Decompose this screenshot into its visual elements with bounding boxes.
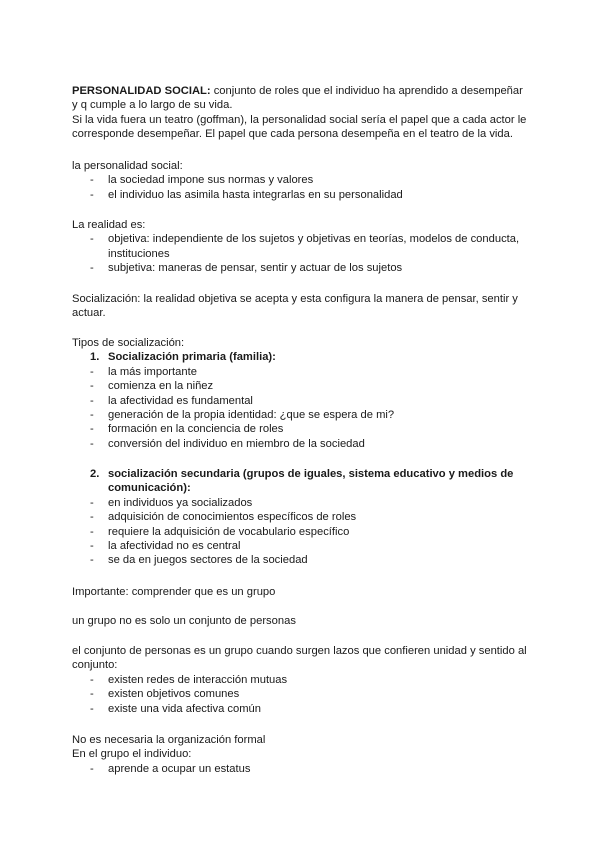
importante-line: Importante: comprender que es un grupo: [72, 586, 276, 598]
list-item: - el individuo las asimila hasta integrarlas en su personalidad: [90, 188, 403, 201]
list-item: - la sociedad impone sus normas y valores: [90, 174, 314, 187]
conjunto-line1: el conjunto de personas es un grupo cuando surgen lazos que confieren unidad y sentido al: [72, 645, 527, 657]
list-item: - se da en juegos sectores de la sociedad: [90, 554, 308, 567]
secundaria-heading: 2. socialización secundaria (grupos de iguales, sistema educativo y medios de: [90, 468, 514, 480]
personalidad-heading: la personalidad social:: [72, 160, 183, 172]
teatro-line2: corresponde desempeñar. El papel que cada persona desempeña en el teatro de la vida.: [72, 128, 513, 141]
definition-text-line2: y q cumple a lo largo de su vida.: [72, 99, 233, 112]
tipos-heading: Tipos de socialización:: [72, 337, 185, 349]
list-item: - generación de la propia identidad: ¿que se espera de mi?: [90, 409, 395, 422]
realidad-section: [72, 218, 532, 276]
grupo-section: [72, 644, 532, 716]
list-item: - existen objetivos comunes: [90, 688, 240, 701]
list-item: - la afectividad no es central: [90, 540, 241, 553]
list-item: - conversión del individuo en miembro de la sociedad: [90, 437, 365, 450]
list-item-continuation: instituciones: [108, 247, 170, 260]
teatro-line1: Si la vida fuera un teatro (goffman), la personalidad social sería el papel que a cada actor le: [72, 113, 527, 126]
secundaria-heading-line2: comunicación):: [108, 482, 191, 495]
socializacion-section: [72, 292, 532, 321]
list-item: - la más importante: [90, 365, 197, 378]
list-item: - en individuos ya socializados: [90, 496, 253, 509]
en-el-grupo-line: En el grupo el individuo:: [72, 748, 192, 761]
primaria-heading: 1. Socialización primaria (familia):: [90, 351, 276, 364]
definition-paragraph: [72, 84, 532, 98]
list-item: - comienza en la niñez: [90, 380, 214, 393]
intro-section: [72, 84, 532, 142]
list-item: - adquisición de conocimientos específicos de roles: [90, 511, 357, 524]
list-item: - aprende a ocupar un estatus: [90, 762, 251, 775]
list-item: - requiere la adquisición de vocabulario específico: [90, 525, 350, 538]
no-solo-line: un grupo no es solo un conjunto de personas: [72, 615, 296, 627]
list-item: - formación en la conciencia de roles: [90, 423, 284, 436]
tipos-section: [72, 336, 532, 451]
definition-text: conjunto de roles que el individuo ha aprendido a desempeñar: [210, 85, 523, 97]
list-item: - subjetiva: maneras de pensar, sentir y actuar de los sujetos: [90, 262, 403, 275]
no-necesaria-line: No es necesaria la organización formal: [72, 734, 266, 746]
secundaria-section: [72, 467, 532, 568]
socializacion-line1: Socialización: la realidad objetiva se acepta y esta configura la manera de pensar, sentir y: [72, 293, 518, 305]
conjunto-line2: conjunto:: [72, 659, 118, 672]
list-item: - existe una vida afectiva común: [90, 702, 261, 715]
realidad-heading: La realidad es:: [72, 219, 146, 231]
list-item: - existen redes de interacción mutuas: [90, 673, 288, 686]
individuo-section: [72, 733, 532, 776]
definition-term: PERSONALIDAD SOCIAL:: [72, 85, 211, 97]
list-item: - la afectividad es fundamental: [90, 394, 253, 407]
list-item: - objetiva: independiente de los sujetos y objetivas en teorías, modelos de conducta,: [90, 233, 520, 246]
socializacion-line2: actuar.: [72, 307, 106, 320]
personalidad-section: [72, 159, 532, 202]
